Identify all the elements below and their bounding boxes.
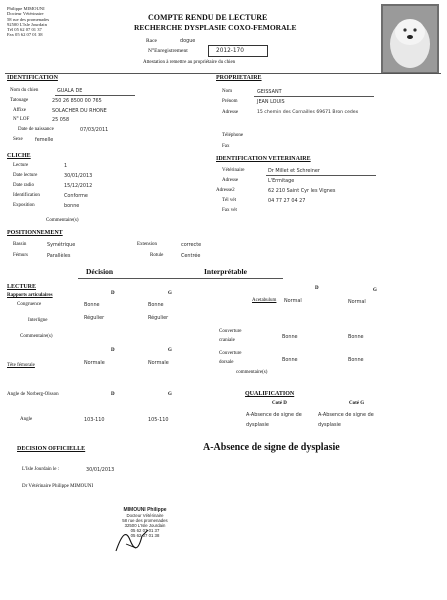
patella-label: Rotule bbox=[150, 253, 164, 258]
letterhead-line: Docteur Vétérinaire bbox=[7, 11, 44, 17]
stamp-line: 58 rue des promenades bbox=[122, 518, 168, 523]
registration-value: 2012-170 bbox=[216, 48, 244, 54]
joint-space-label: Interligne bbox=[28, 318, 48, 323]
norberg-label: Angle de Norberg-Olsson bbox=[7, 392, 59, 397]
vet-address2-value: 62 210 Saint Cyr les Vignes bbox=[268, 188, 336, 194]
reading-date-value: 30/01/2013 bbox=[64, 173, 93, 179]
dorsal-coverage-label2: dorsale bbox=[219, 360, 234, 365]
birthdate-value: 07/03/2011 bbox=[80, 127, 109, 133]
letterhead-line: 58 rue des promenades bbox=[7, 16, 50, 22]
decision-label: Décision bbox=[86, 267, 114, 276]
cranial-coverage-d: Bonne bbox=[282, 334, 298, 340]
header-rule bbox=[5, 73, 441, 74]
reading-value: 1 bbox=[64, 163, 68, 169]
right-col-g: G bbox=[373, 288, 377, 293]
identification-heading: IDENTIFICATION bbox=[7, 75, 58, 81]
reading-date-label: Date lecture bbox=[13, 173, 38, 178]
vet-rule bbox=[266, 175, 376, 176]
qualification-side-g: Coté G bbox=[349, 401, 365, 406]
femurs-value: Parallèles bbox=[47, 253, 71, 259]
stamp-line: 32500 L'Isle Jourdain bbox=[124, 523, 166, 528]
stamp-line: 05 62 07 01 37 bbox=[130, 528, 160, 533]
decision-value: Interprétable bbox=[204, 267, 247, 276]
right-col-d: D bbox=[315, 286, 319, 291]
owner-firstname-value: JEAN LOUIS bbox=[257, 99, 285, 105]
lof-value: 25 058 bbox=[52, 117, 70, 123]
acetabulum-d: Normal bbox=[284, 298, 302, 304]
registration-label: N°Enregistrement bbox=[148, 48, 188, 54]
pelvis-value: Symétrique bbox=[47, 242, 76, 248]
extension-label: Extension bbox=[137, 242, 157, 247]
place-date-label: L'Isle Jourdain le : bbox=[22, 467, 60, 472]
exposure-value: bonne bbox=[64, 203, 80, 209]
report-title: COMPTE RENDU DE LECTURE bbox=[148, 13, 268, 22]
pelvis-label: Bassin bbox=[13, 242, 27, 247]
decision-rule bbox=[78, 278, 283, 279]
congruence-g: Bonne bbox=[148, 302, 164, 308]
letterhead-line: Tél 05 62 07 01 37 bbox=[7, 27, 42, 33]
owner-address-label: Adresse bbox=[222, 110, 239, 115]
qualification-heading: QUALIFICATION bbox=[245, 391, 295, 397]
handwritten-signature bbox=[112, 526, 152, 556]
exposure-label: Exposition bbox=[13, 203, 35, 208]
vet-value: Dr Millet et Schreiner bbox=[268, 168, 320, 174]
owner-phone-label: Téléphone bbox=[222, 133, 244, 138]
owner-heading: PROPRIETAIRE bbox=[216, 75, 262, 81]
stamp-line: MIMOUNI Philippe bbox=[123, 507, 167, 513]
qualification-d-line2: dysplasie bbox=[246, 422, 269, 428]
signature-label: Dr Vétérinaire Philippe MIMOUNI bbox=[22, 484, 94, 489]
dog-name-rule bbox=[55, 95, 135, 96]
stamp-line: Docteur Vétérinaire bbox=[126, 513, 164, 518]
affix-value: SOLACHER DU RHONE bbox=[52, 108, 107, 114]
owner-name-rule bbox=[254, 96, 374, 97]
femoral-head-g-head: G bbox=[168, 348, 172, 353]
owner-firstname-label: Prénom bbox=[222, 99, 238, 104]
femoral-head-g: Normale bbox=[148, 360, 169, 366]
qualification-g-line2: dysplasie bbox=[318, 422, 341, 428]
owner-name-value: GEISSANT bbox=[257, 89, 282, 95]
vet-phone-label: Tél vét bbox=[222, 198, 237, 203]
lecture-comments-label: Commentaire(s) bbox=[20, 334, 53, 339]
dorsal-coverage-d: Bonne bbox=[282, 357, 298, 363]
left-col-d: D bbox=[111, 291, 115, 296]
sex-label: Sexe bbox=[13, 137, 23, 142]
reading-label: Lecture bbox=[13, 163, 29, 168]
tattoo-value: 250 26 8500 00 765 bbox=[52, 98, 102, 104]
owner-fax-label: Fax bbox=[222, 144, 230, 149]
owner-address-value: 15 chemin des Cornailles 69671 Bron cedex bbox=[257, 110, 359, 115]
dog-name-label: Nom du chien bbox=[10, 88, 39, 93]
cranial-coverage-label: Couverture bbox=[219, 329, 242, 334]
patella-value: Centrée bbox=[181, 253, 201, 259]
norberg-g-value: 105-110 bbox=[148, 417, 169, 423]
vet-address-value: L'Ermitage bbox=[268, 178, 295, 184]
lecture-comments2-label: commentaire(s) bbox=[236, 370, 268, 375]
femurs-label: Fémurs bbox=[13, 253, 28, 258]
owner-name-label: Nom bbox=[222, 89, 232, 94]
report-subtitle: RECHERCHE DYSPLASIE COXO-FEMORALE bbox=[134, 23, 297, 32]
dorsal-coverage-label: Couverture bbox=[219, 351, 242, 356]
race-value: dogue bbox=[180, 38, 196, 44]
acetabulum-g: Normal bbox=[348, 299, 366, 305]
birthdate-label: Date de naissance bbox=[18, 127, 54, 132]
identification-check-value: Conforme bbox=[64, 193, 88, 199]
femoral-head-d-head: D bbox=[111, 348, 115, 353]
cranial-coverage-label2: craniale bbox=[219, 338, 235, 343]
lof-label: N° LOF bbox=[13, 117, 30, 122]
femoral-head-d: Normale bbox=[84, 360, 105, 366]
race-label: Race bbox=[146, 38, 157, 44]
extension-value: correcte bbox=[181, 242, 202, 248]
official-decision-value: A-Absence de signe de dysplasie bbox=[203, 442, 340, 453]
cranial-coverage-g: Bonne bbox=[348, 334, 364, 340]
place-date-value: 30/01/2013 bbox=[86, 467, 115, 473]
norberg-d-value: 103-110 bbox=[84, 417, 105, 423]
vet-address-label: Adresse bbox=[222, 178, 239, 183]
joint-space-d: Régulier bbox=[84, 315, 105, 321]
acetabulum-label: Acetabulum bbox=[252, 298, 277, 303]
vet-letterhead bbox=[7, 6, 49, 38]
sex-value: femelle bbox=[35, 137, 54, 143]
congruence-label: Congruence bbox=[17, 302, 42, 307]
letterhead-line: Fax 05 62 07 01 38 bbox=[7, 32, 43, 38]
cliche-heading: CLICHE bbox=[7, 153, 31, 159]
lecture-heading: LECTURE bbox=[7, 284, 37, 290]
xray-date-label: Date radio bbox=[13, 183, 34, 188]
norberg-angle-label: Angle bbox=[20, 417, 33, 422]
letterhead-line: 92500 L'Isle Jourdain bbox=[7, 21, 47, 27]
norberg-d-head: D bbox=[111, 392, 115, 397]
tattoo-label: Tatouage bbox=[10, 98, 29, 103]
vet-address2-label: Adresse2 bbox=[216, 188, 235, 193]
dog-name-value: GUALA DE bbox=[57, 88, 83, 94]
femoral-head-label: Tête fémorale bbox=[7, 363, 35, 368]
letterhead-line: Philippe MIMOUNI bbox=[7, 6, 45, 11]
left-col-g: G bbox=[168, 291, 172, 296]
vet-label: Vétérinaire bbox=[222, 168, 245, 173]
positioning-heading: POSITIONNEMENT bbox=[7, 230, 63, 236]
joint-space-g: Régulier bbox=[148, 315, 169, 321]
congruence-d: Bonne bbox=[84, 302, 100, 308]
official-decision-label: DECISION OFFICIELLE bbox=[17, 446, 86, 452]
xray-date-value: 15/12/2012 bbox=[64, 183, 93, 189]
dorsal-coverage-g: Bonne bbox=[348, 357, 364, 363]
stamp-line: 05 62 07 01 38 bbox=[130, 533, 160, 538]
identification-check-label: Identification bbox=[13, 193, 40, 198]
qualification-side-d: Coté D bbox=[272, 401, 287, 406]
affix-label: Affixe bbox=[13, 108, 26, 113]
qualification-g-line1: A-Absence de signe de bbox=[318, 412, 374, 418]
attestation-note: Attestation à remettre au propriétaire du chien bbox=[143, 60, 236, 65]
qualification-d-line1: A-Absence de signe de bbox=[246, 412, 302, 418]
norberg-g-head: G bbox=[168, 392, 172, 397]
vet-fax-label: Fax vét bbox=[222, 208, 237, 213]
cliche-comments-label: Commentaire(s) bbox=[46, 218, 79, 223]
joint-relations-label: Rapports articulaires bbox=[7, 293, 53, 298]
vet-phone-value: 04 77 27 04 27 bbox=[268, 198, 306, 204]
vet-id-heading: IDENTIFICATION VETERINAIRE bbox=[216, 156, 311, 162]
dog-photo bbox=[381, 4, 439, 74]
